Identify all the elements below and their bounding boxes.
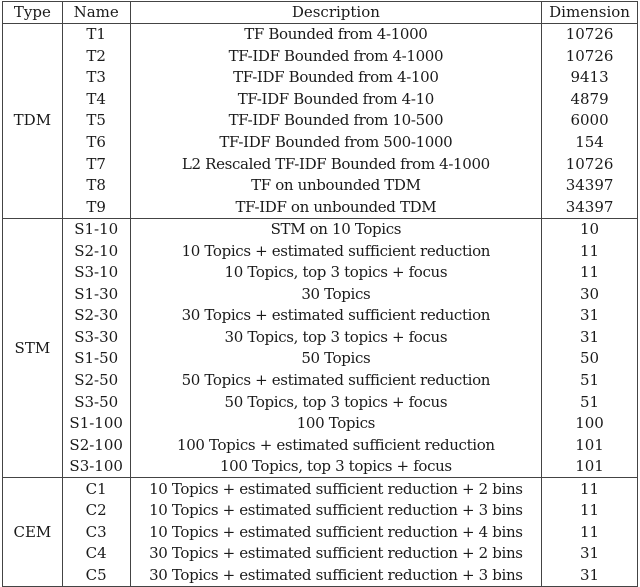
dimension-cell: 101 bbox=[542, 434, 638, 456]
name-cell: S3-30 bbox=[62, 327, 130, 349]
table-row bbox=[3, 262, 638, 284]
dimension-cell: 34397 bbox=[542, 196, 638, 218]
description-cell: 30 Topics, top 3 topics + focus bbox=[130, 327, 541, 349]
table-row bbox=[3, 348, 638, 370]
table-body bbox=[3, 24, 638, 587]
name-cell: T3 bbox=[62, 67, 130, 89]
description-cell: 100 Topics, top 3 topics + focus bbox=[130, 456, 541, 478]
table-row bbox=[3, 456, 638, 478]
table-row bbox=[3, 565, 638, 587]
description-cell: 10 Topics + estimated sufficient reduction + 2 bins bbox=[130, 478, 541, 500]
description-cell: TF-IDF Bounded from 500-1000 bbox=[130, 132, 541, 154]
table-row bbox=[3, 284, 638, 306]
description-cell: TF-IDF Bounded from 4-1000 bbox=[130, 46, 541, 68]
name-cell: T2 bbox=[62, 46, 130, 68]
table-row bbox=[3, 89, 638, 111]
table-row bbox=[3, 478, 638, 500]
name-cell: S1-30 bbox=[62, 284, 130, 306]
dimension-cell: 51 bbox=[542, 370, 638, 392]
table-row bbox=[3, 110, 638, 132]
table-row bbox=[3, 522, 638, 544]
description-cell: STM on 10 Topics bbox=[130, 218, 541, 240]
description-cell: TF-IDF Bounded from 10-500 bbox=[130, 110, 541, 132]
description-cell: TF-IDF on unbounded TDM bbox=[130, 196, 541, 218]
name-cell: C5 bbox=[62, 565, 130, 587]
dimension-cell: 4879 bbox=[542, 89, 638, 111]
table-row bbox=[3, 218, 638, 240]
name-cell: T5 bbox=[62, 110, 130, 132]
table-row bbox=[3, 500, 638, 522]
description-cell: 10 Topics, top 3 topics + focus bbox=[130, 262, 541, 284]
description-cell: TF Bounded from 4-1000 bbox=[130, 24, 541, 46]
header-type: Type bbox=[3, 2, 63, 24]
name-cell: T4 bbox=[62, 89, 130, 111]
table-row bbox=[3, 175, 638, 197]
description-cell: 100 Topics bbox=[130, 413, 541, 435]
name-cell: S1-50 bbox=[62, 348, 130, 370]
description-cell: 50 Topics + estimated sufficient reduction bbox=[130, 370, 541, 392]
description-cell: 30 Topics + estimated sufficient reduction bbox=[130, 305, 541, 327]
description-cell: 100 Topics + estimated sufficient reduction bbox=[130, 434, 541, 456]
table-row bbox=[3, 240, 638, 262]
dimension-cell: 50 bbox=[542, 348, 638, 370]
dimension-cell: 11 bbox=[542, 262, 638, 284]
description-cell: 10 Topics + estimated sufficient reduction bbox=[130, 240, 541, 262]
name-cell: S3-100 bbox=[62, 456, 130, 478]
dimension-cell: 31 bbox=[542, 565, 638, 587]
feature-set-table bbox=[2, 1, 638, 587]
dimension-cell: 30 bbox=[542, 284, 638, 306]
description-cell: L2 Rescaled TF-IDF Bounded from 4-1000 bbox=[130, 153, 541, 175]
table-row bbox=[3, 327, 638, 349]
dimension-cell: 51 bbox=[542, 391, 638, 413]
description-cell: 50 Topics, top 3 topics + focus bbox=[130, 391, 541, 413]
dimension-cell: 100 bbox=[542, 413, 638, 435]
dimension-cell: 6000 bbox=[542, 110, 638, 132]
table-row bbox=[3, 67, 638, 89]
dimension-cell: 154 bbox=[542, 132, 638, 154]
dimension-cell: 9413 bbox=[542, 67, 638, 89]
table-row bbox=[3, 196, 638, 218]
header-name: Name bbox=[62, 2, 130, 24]
dimension-cell: 31 bbox=[542, 305, 638, 327]
name-cell: C3 bbox=[62, 522, 130, 544]
dimension-cell: 31 bbox=[542, 543, 638, 565]
name-cell: C4 bbox=[62, 543, 130, 565]
name-cell: S2-10 bbox=[62, 240, 130, 262]
table-row bbox=[3, 434, 638, 456]
description-cell: 10 Topics + estimated sufficient reduction + 3 bins bbox=[130, 500, 541, 522]
name-cell: S3-10 bbox=[62, 262, 130, 284]
name-cell: S1-100 bbox=[62, 413, 130, 435]
dimension-cell: 10726 bbox=[542, 46, 638, 68]
dimension-cell: 10726 bbox=[542, 24, 638, 46]
dimension-cell: 101 bbox=[542, 456, 638, 478]
table-row bbox=[3, 305, 638, 327]
description-cell: 30 Topics bbox=[130, 284, 541, 306]
description-cell: TF-IDF Bounded from 4-10 bbox=[130, 89, 541, 111]
description-cell: 50 Topics bbox=[130, 348, 541, 370]
header-description: Description bbox=[130, 2, 541, 24]
name-cell: C2 bbox=[62, 500, 130, 522]
name-cell: T1 bbox=[62, 24, 130, 46]
name-cell: S2-30 bbox=[62, 305, 130, 327]
table-row bbox=[3, 24, 638, 46]
table-row bbox=[3, 46, 638, 68]
table-row bbox=[3, 153, 638, 175]
name-cell: T7 bbox=[62, 153, 130, 175]
name-cell: T8 bbox=[62, 175, 130, 197]
dimension-cell: 34397 bbox=[542, 175, 638, 197]
description-cell: 30 Topics + estimated sufficient reduction + 2 bins bbox=[130, 543, 541, 565]
name-cell: S2-100 bbox=[62, 434, 130, 456]
dimension-cell: 10 bbox=[542, 218, 638, 240]
table-row bbox=[3, 543, 638, 565]
description-cell: TF-IDF Bounded from 4-100 bbox=[130, 67, 541, 89]
dimension-cell: 11 bbox=[542, 478, 638, 500]
name-cell: S1-10 bbox=[62, 218, 130, 240]
name-cell: C1 bbox=[62, 478, 130, 500]
group-type-cell: TDM bbox=[3, 24, 63, 219]
table-row bbox=[3, 413, 638, 435]
table-row bbox=[3, 391, 638, 413]
dimension-cell: 11 bbox=[542, 522, 638, 544]
dimension-cell: 11 bbox=[542, 500, 638, 522]
dimension-cell: 31 bbox=[542, 327, 638, 349]
name-cell: T9 bbox=[62, 196, 130, 218]
description-cell: TF on unbounded TDM bbox=[130, 175, 541, 197]
header-dimension: Dimension bbox=[542, 2, 638, 24]
group-type-cell: CEM bbox=[3, 478, 63, 587]
table-row bbox=[3, 370, 638, 392]
name-cell: S2-50 bbox=[62, 370, 130, 392]
description-cell: 30 Topics + estimated sufficient reduction + 3 bins bbox=[130, 565, 541, 587]
dimension-cell: 10726 bbox=[542, 153, 638, 175]
description-cell: 10 Topics + estimated sufficient reduction + 4 bins bbox=[130, 522, 541, 544]
dimension-cell: 11 bbox=[542, 240, 638, 262]
table-row bbox=[3, 132, 638, 154]
group-type-cell: STM bbox=[3, 218, 63, 478]
header-row bbox=[3, 2, 638, 24]
name-cell: T6 bbox=[62, 132, 130, 154]
name-cell: S3-50 bbox=[62, 391, 130, 413]
